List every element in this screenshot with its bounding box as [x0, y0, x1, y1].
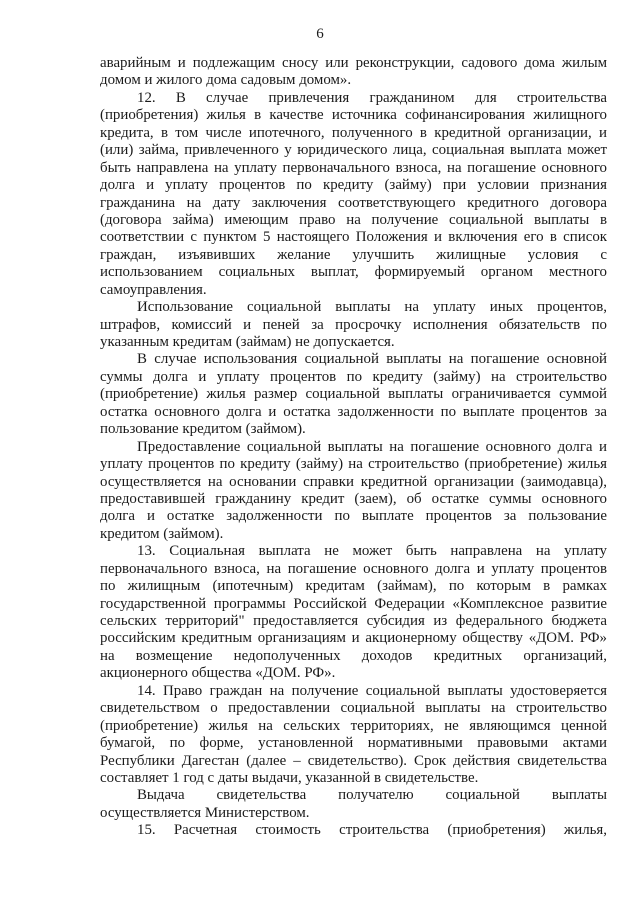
- text-line: 15. Расчетная стоимость строительства (приобретения) жилья,: [137, 822, 607, 839]
- text-line: (договора займа) имеющим право на получение социальной выплаты в: [100, 211, 607, 228]
- text-line: В случае использования социальной выплаты на погашение основной: [137, 351, 607, 368]
- text-line: уплату процентов по кредиту (займу) на строительство (приобретение) жилья: [100, 456, 607, 473]
- text-line: акционерного общества «ДОМ. РФ».: [100, 665, 336, 682]
- text-line: осуществляется Министерством.: [100, 804, 310, 821]
- text-line: на возмещение недополученных доходов кредитных организаций,: [100, 647, 607, 664]
- text-line: Республики Дагестан (далее – свидетельство). Срок действия свидетельства: [100, 752, 607, 769]
- text-line: Использование социальной выплаты на уплату иных процентов,: [137, 299, 607, 316]
- text-line: предоставившей гражданину кредит (заем), об остатке суммы основного: [100, 490, 607, 507]
- text-line: указанным кредитам (займам) не допускается.: [100, 334, 395, 350]
- text-line: самоуправления.: [100, 281, 207, 298]
- text-line: аварийным и подлежащим сносу или реконструкции, садового дома жилым: [100, 55, 607, 71]
- text-line: долга и уплату процентов по кредиту (займу) при условии признания: [100, 177, 607, 194]
- text-line: пользование кредитом (займом).: [100, 421, 306, 438]
- page-number: 6: [316, 26, 324, 42]
- text-line: гражданина на дату заключения соответствующего кредитного договора: [100, 194, 607, 211]
- text-line: (приобретение) жилья размер социальной выплаты ограничивается суммой: [100, 386, 607, 403]
- text-line: штрафов, комиссий и пеней за просрочку исполнения обязательств по: [100, 316, 607, 333]
- text-line: 13. Социальная выплата не может быть направлена на уплату: [137, 543, 607, 560]
- text-line: 12. В случае привлечения гражданином для строительства: [137, 89, 607, 106]
- text-line: быть направлена на уплату первоначального взноса, на погашение основного: [100, 159, 607, 176]
- text-line: Выдача свидетельства получателю социальной выплаты: [137, 787, 607, 804]
- text-line: составляет 1 год с даты выдачи, указанной в свидетельстве.: [100, 769, 479, 786]
- text-line: 14. Право граждан на получение социальной выплаты удостоверяется: [137, 682, 607, 699]
- text-line: граждан, изъявивших желание улучшить жилищные условия с: [100, 246, 607, 263]
- text-line: кредитом (займом).: [100, 525, 224, 542]
- text-line: суммы долга и уплату процентов по кредиту (займу) на строительство: [100, 368, 607, 385]
- document-body: [100, 55, 607, 840]
- text-line: (или) займа, привлеченного у юридического лица, социальная выплата может: [100, 142, 607, 159]
- text-line: осуществляется на основании справки кредитной организации (заимодавца),: [100, 473, 607, 490]
- text-line: бумагой, по форме, установленной нормативными правовыми актами: [100, 735, 607, 752]
- text-line: использованием социальных выплат, формируемый органом местного: [100, 264, 607, 281]
- text-line: домом и жилого дома садовым домом».: [100, 72, 352, 89]
- text-line: по жилищным (ипотечным) кредитам (займам), по которым в рамках: [100, 578, 607, 595]
- text-line: свидетельством о предоставлении социальной выплаты на строительство: [100, 700, 607, 717]
- text-line: Предоставление социальной выплаты на погашение основного долга и: [137, 438, 607, 455]
- text-line: (приобретения) жилья в качестве источника софинансирования жилищного: [100, 107, 607, 124]
- text-line: кредита, в том числе ипотечного, полученного в кредитной организации, и: [100, 124, 607, 141]
- text-line: государственной программы Российской Федерации «Комплексное развитие: [100, 595, 607, 612]
- text-line: первоначального взноса, на погашение основного долга и уплату процентов: [100, 560, 607, 577]
- text-line: (приобретение) жилья на сельских территориях, не являющимся ценной: [100, 717, 607, 734]
- text-line: сельских территорий" предоставляется субсидия из федерального бюджета: [100, 613, 607, 629]
- text-line: российским кредитным организациям и акционерному обществу «ДОМ. РФ»: [100, 630, 607, 647]
- text-line: остатка основного долга и остатка задолженности по выплате процентов за: [100, 403, 607, 420]
- text-line: соответствии с пунктом 5 настоящего Положения и включения его в список: [100, 229, 607, 246]
- text-line: долга и остатке задолженности по выплате процентов за пользование: [100, 508, 607, 525]
